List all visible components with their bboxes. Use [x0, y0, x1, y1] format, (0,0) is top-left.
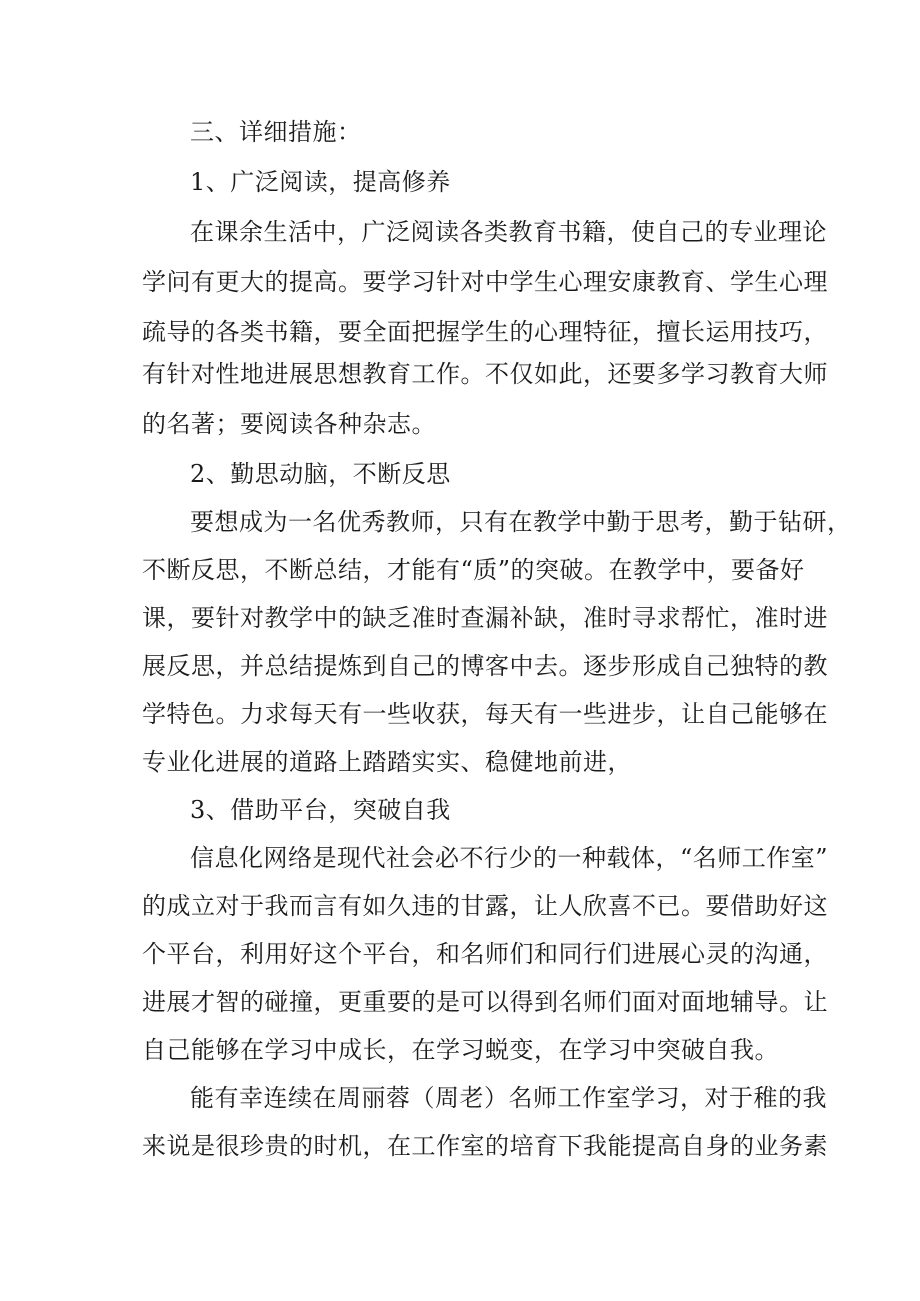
paragraph-line: 自己能够在学习中成长，在学习蜕变，在学习中突破自我。 [142, 1036, 779, 1064]
paragraph-line: 的名著；要阅读各种杂志。 [142, 410, 436, 438]
paragraph-line: 个平台，利用好这个平台，和名师们和同行们进展心灵的沟通， [142, 940, 828, 968]
paragraph-line: 课，要针对教学中的缺乏准时查漏补缺，准时寻求帮忙，准时进 [142, 604, 828, 632]
closing-paragraph-line: 能有幸连续在周丽蓉（周老）名师工作室学习，对于稚的我 [190, 1084, 827, 1112]
item-3-title: 3、借助平台，突破自我 [190, 796, 451, 824]
section-heading: 三、详细措施： [190, 118, 362, 146]
paragraph-line: 学特色。力求每天有一些收获，每天有一些进步，让自己能够在 [142, 700, 828, 728]
paragraph-line: 的成立对于我而言有如久违的甘露，让人欣喜不已。要借助好这 [142, 892, 828, 920]
paragraph-line: 要想成为一名优秀教师，只有在教学中勤于思考，勤于钻研， [190, 508, 852, 536]
paragraph-line: 学问有更大的提高。要学习针对中学生心理安康教育、学生心理 [142, 268, 828, 296]
paragraph-line: 不断反思，不断总结，才能有“质”的突破。在教学中，要备好 [142, 556, 805, 584]
paragraph-line: 展反思，并总结提炼到自己的博客中去。逐步形成自己独特的教 [142, 652, 828, 680]
paragraph-line: 专业化进展的道路上踏踏实实、稳健地前进， [142, 748, 632, 776]
paragraph-line: 在课余生活中，广泛阅读各类教育书籍，使自己的专业理论 [190, 218, 827, 246]
item-2-title: 2、勤思动脑，不断反思 [190, 460, 451, 488]
paragraph-line: 疏导的各类书籍，要全面把握学生的心理特征，擅长运用技巧， [142, 318, 828, 346]
closing-paragraph-line: 来说是很珍贵的时机，在工作室的培育下我能提高自身的业务素 [142, 1132, 828, 1160]
paragraph-line: 进展才智的碰撞，更重要的是可以得到名师们面对面地辅导。让 [142, 988, 828, 1016]
item-1-title: 1、广泛阅读，提高修养 [190, 168, 451, 196]
paragraph-line: 有针对性地进展思想教育工作。不仅如此，还要多学习教育大师 [142, 360, 828, 388]
paragraph-line: 信息化网络是现代社会必不行少的一种载体，“名师工作室” [190, 844, 829, 872]
